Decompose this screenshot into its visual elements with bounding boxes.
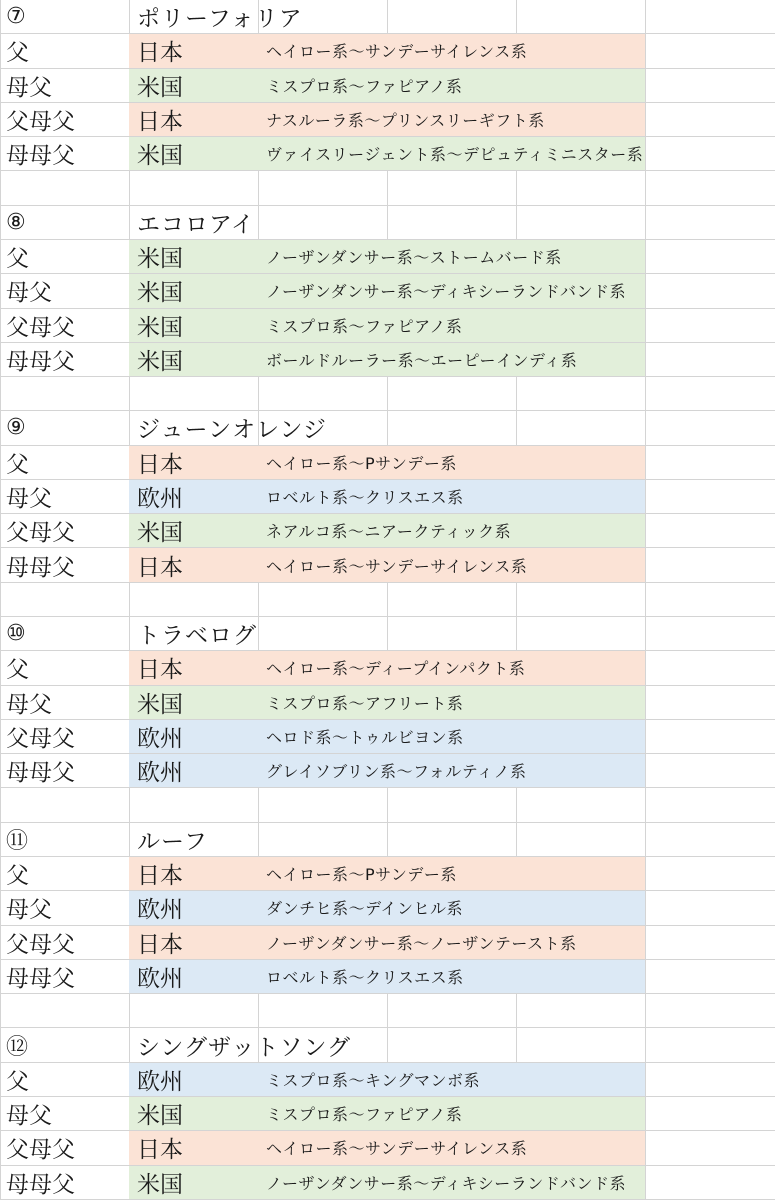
section-header-row (0, 1028, 775, 1062)
relation-label: 母父 (6, 486, 52, 513)
sire-line-value: ロベルト系〜クリスエス系 (266, 967, 464, 987)
relation-label: 父 (6, 657, 29, 684)
sire-line-value: ヘイロー系〜サンデーサイレンス系 (266, 556, 528, 576)
sire-line-value: ヘイロー系〜ディープインパクト系 (266, 659, 526, 679)
sire-line-value: ヘロド系〜トゥルビヨン系 (266, 728, 464, 747)
region-value: 欧州 (137, 486, 183, 513)
sire-line-value: ロベルト系〜クリスエス系 (266, 488, 464, 508)
region-value: 米国 (137, 74, 183, 101)
sire-line-value: ネアルコ系〜ニアークティック系 (266, 522, 512, 542)
sire-line-value: ミスプロ系〜キングマンボ系 (266, 1070, 481, 1090)
region-value: 日本 (137, 931, 183, 958)
sire-line-value: ダンチヒ系〜デインヒル系 (266, 899, 464, 919)
pedigree-row (0, 686, 775, 720)
entry-number: ⑪ (6, 828, 29, 854)
entry-number: ⑧ (6, 209, 26, 235)
relation-label: 父母父 (6, 726, 75, 752)
sire-line-value: ミスプロ系〜ファピアノ系 (266, 1105, 463, 1125)
region-value: 米国 (137, 143, 183, 170)
relation-label: 母母父 (6, 965, 75, 992)
relation-label: 父母父 (6, 931, 75, 958)
spacer-row (0, 377, 775, 411)
entry-number: ⑦ (6, 4, 26, 30)
pedigree-row (0, 343, 775, 377)
pedigree-row (0, 1166, 775, 1200)
horse-name: ジューンオレンジ (137, 417, 327, 444)
relation-label: 父母父 (6, 108, 75, 135)
relation-label: 父 (6, 246, 29, 273)
pedigree-row (0, 720, 775, 754)
spacer-row (0, 171, 775, 205)
relation-label: 母父 (6, 74, 52, 101)
entry-number: ⑨ (6, 415, 26, 441)
region-value: 日本 (137, 863, 183, 890)
pedigree-row (0, 34, 775, 68)
pedigree-row (0, 891, 775, 925)
region-value: 米国 (137, 314, 183, 341)
region-value: 米国 (137, 691, 183, 718)
pedigree-row (0, 137, 775, 171)
region-value: 日本 (137, 108, 183, 135)
section-header-row (0, 411, 775, 445)
relation-label: 母父 (6, 897, 52, 924)
sire-line-value: ノーザンダンサー系〜ディキシーランドバンド系 (266, 282, 626, 302)
pedigree-row (0, 1063, 775, 1097)
sire-line-value: ミスプロ系〜アフリート系 (266, 693, 464, 713)
relation-label: 父 (6, 1068, 29, 1095)
region-value: 米国 (137, 280, 183, 307)
pedigree-row (0, 926, 775, 960)
region-value: 米国 (137, 1103, 183, 1130)
relation-label: 父 (6, 451, 29, 478)
relation-label: 母母父 (6, 348, 75, 375)
relation-label: 父母父 (6, 314, 75, 341)
spacer-row (0, 788, 775, 822)
region-value: 日本 (137, 1137, 183, 1164)
pedigree-row (0, 69, 775, 103)
pedigree-row (0, 960, 775, 994)
relation-label: 父母父 (6, 520, 75, 547)
pedigree-row (0, 754, 775, 788)
relation-label: 父 (6, 40, 29, 67)
relation-label: 母父 (6, 691, 52, 718)
relation-label: 父母父 (6, 1137, 75, 1164)
region-value: 日本 (137, 40, 183, 67)
sire-line-value: ボールドルーラー系〜エーピーインディ系 (266, 350, 578, 370)
relation-label: 母母父 (6, 143, 75, 170)
region-value: 欧州 (137, 965, 183, 992)
spacer-row (0, 994, 775, 1028)
pedigree-row (0, 446, 775, 480)
sire-line-value: ナスルーラ系〜プリンスリーギフト系 (266, 110, 545, 130)
entry-number: ⑫ (6, 1034, 29, 1060)
section-header-row (0, 0, 775, 34)
sire-line-value: ヴァイスリージェント系〜デピュティミニスター系 (266, 145, 644, 165)
horse-name: トラベログ (137, 623, 257, 650)
region-value: 欧州 (137, 1068, 183, 1095)
sire-line-value: ヘイロー系〜サンデーサイレンス系 (266, 1139, 528, 1159)
region-value: 日本 (137, 657, 183, 684)
sire-line-value: ヘイロー系〜Pサンデー系 (266, 865, 457, 885)
sire-line-value: ミスプロ系〜ファピアノ系 (266, 76, 463, 96)
horse-name: ポリーフォリア (137, 6, 303, 33)
section-header-row (0, 206, 775, 240)
horse-name: シングザットソング (137, 1034, 352, 1061)
region-value: 日本 (137, 451, 183, 478)
relation-label: 母母父 (6, 1171, 75, 1198)
relation-label: 母父 (6, 280, 52, 307)
region-value: 米国 (137, 246, 183, 273)
spacer-row (0, 583, 775, 617)
section-header-row (0, 617, 775, 651)
relation-label: 母母父 (6, 760, 75, 787)
sire-line-value: ノーザンダンサー系〜ノーザンテースト系 (266, 933, 577, 953)
region-value: 日本 (137, 554, 183, 581)
pedigree-row (0, 240, 775, 274)
region-value: 欧州 (137, 726, 183, 752)
sire-line-value: ノーザンダンサー系〜ディキシーランドバンド系 (266, 1173, 626, 1193)
region-value: 米国 (137, 348, 183, 375)
region-value: 欧州 (137, 897, 183, 924)
region-value: 欧州 (137, 760, 183, 787)
sire-line-value: ヘイロー系〜サンデーサイレンス系 (266, 42, 528, 62)
entry-number: ⑩ (6, 621, 26, 647)
pedigree-row (0, 514, 775, 548)
sire-line-value: ミスプロ系〜ファピアノ系 (266, 316, 463, 336)
pedigree-row (0, 651, 775, 685)
pedigree-row (0, 274, 775, 308)
section-header-row (0, 823, 775, 857)
pedigree-row (0, 1097, 775, 1131)
sire-line-value: ヘイロー系〜Pサンデー系 (266, 453, 457, 473)
sire-line-value: グレイソブリン系〜フォルティノ系 (266, 762, 527, 782)
pedigree-row (0, 548, 775, 582)
horse-name: ルーフ (137, 828, 208, 855)
relation-label: 父 (6, 863, 29, 890)
pedigree-row (0, 309, 775, 343)
horse-name: エコロアイ (137, 211, 255, 238)
pedigree-row (0, 857, 775, 891)
pedigree-row (0, 103, 775, 137)
pedigree-row (0, 1131, 775, 1165)
region-value: 米国 (137, 1171, 183, 1198)
relation-label: 母母父 (6, 554, 75, 581)
pedigree-row (0, 480, 775, 514)
relation-label: 母父 (6, 1103, 52, 1130)
region-value: 米国 (137, 520, 183, 547)
sire-line-value: ノーザンダンサー系〜ストームバード系 (266, 248, 562, 268)
